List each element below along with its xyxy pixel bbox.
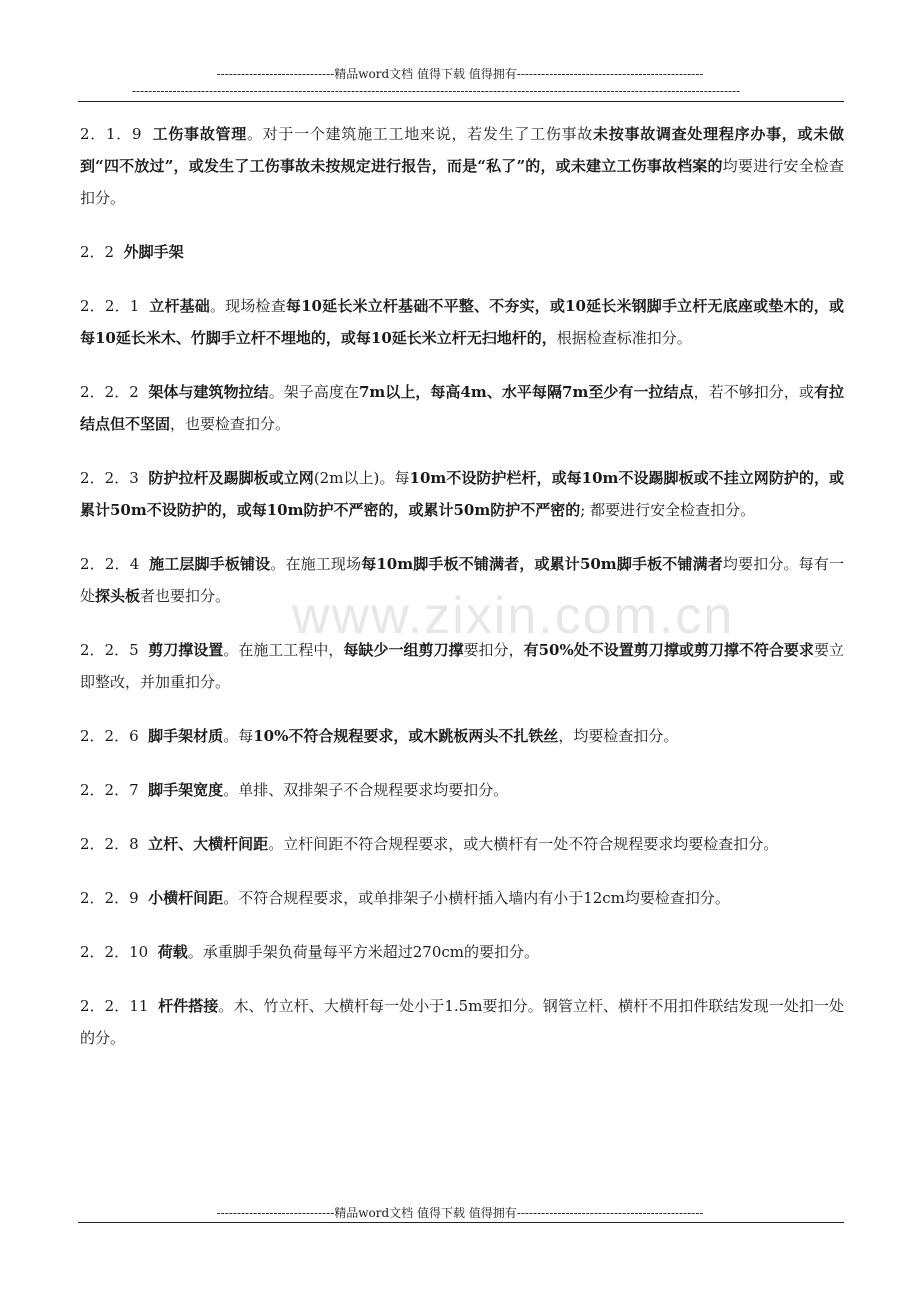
clause-number: 2．2．9 [80, 889, 149, 907]
body-text: ，若不够扣分，或 [693, 383, 814, 401]
clause-number: 2．2．6 [80, 727, 149, 745]
body-text: 要立即整改，并加重扣分。 [80, 641, 844, 691]
body-text: 。单排、双排架子不合规程要求均要扣分。 [223, 781, 509, 799]
body-text: 。在施工工程中， [223, 641, 344, 659]
clause-number: 2．2．4 [80, 555, 150, 573]
bold-text: 工伤事故管理 [152, 125, 247, 143]
body-text: 均要扣分。每有一处 [80, 555, 844, 605]
clause-paragraph [80, 828, 844, 860]
bold-text: 探头板 [95, 587, 141, 605]
clause-number: 2．2．7 [80, 781, 149, 799]
bold-text: 杆件搭接 [158, 997, 219, 1015]
bold-text: 施工层脚手板铺设 [149, 555, 271, 573]
bold-text: 10m不设防护栏杆，或每10m不设踢脚板或不挂立网防护的，或累计50m不设防护的，或每10m防护不严密的，或累计50m防护不严密的 [80, 469, 844, 519]
bold-text: 每10延长米立杆基础不平整、不夯实，或10延长米钢脚手立杆无底座或垫木的，或每10延长米木、竹脚手立杆不埋地的，或每10延长米立杆无扫地杆的， [80, 297, 844, 347]
bold-text: 脚手架材质 [148, 727, 224, 745]
footer-banner: -----------------------------精品word文档 值得下载 值得拥有---------------------------------------------- [216, 1206, 704, 1220]
bold-text: 10%不符合规程要求，或木跳板两头不扎铁丝 [253, 727, 559, 745]
clause-number: 2．2．3 [80, 469, 149, 487]
bold-text: 7m以上，每高4m、水平每隔7m至少有一拉结点 [358, 383, 694, 401]
clause-paragraph [80, 634, 844, 698]
body-text: 者也要扣分。 [140, 587, 231, 605]
bold-text: 脚手架宽度 [148, 781, 224, 799]
clause-paragraph [80, 376, 844, 440]
body-text: ，也要检查扣分。 [170, 415, 291, 433]
clause-number: 2．2 [80, 243, 124, 261]
clause-number: 2．2．1 [80, 297, 150, 315]
header-divider [78, 101, 844, 102]
clause-paragraph [80, 548, 844, 612]
bold-text: 立杆基础 [149, 297, 210, 315]
clause-paragraph [80, 462, 844, 526]
bold-text: 荷载 [157, 943, 188, 961]
body-text: 。在施工现场 [270, 555, 362, 573]
clause-number: 2．1．9 [80, 125, 153, 143]
watermark: www.zixin.com.cn [292, 587, 735, 645]
clause-paragraph [80, 774, 844, 806]
bold-text: 立杆、大横杆间距 [148, 835, 269, 853]
body-text: (2m以上)。每 [313, 469, 410, 487]
header-dash-line: ------------------------------------------------------------------------------------------------------------------------------------------------------ [132, 84, 741, 98]
bold-text: 防护拉杆及踢脚板或立网 [148, 469, 314, 487]
clause-paragraph [80, 290, 844, 354]
body-text: 根据检查标准扣分。 [556, 329, 692, 347]
body-text: 。不符合规程要求，或单排架子小横杆插入墙内有小于12cm均要检查扣分。 [223, 889, 730, 907]
document-body [80, 118, 844, 1076]
footer-divider [78, 1222, 844, 1223]
bold-text: 未按事故调查处理程序办事，或未做到“四不放过”，或发生了工伤事故未按规定进行报告，而是“私了”的，或未建立工伤事故档案的 [80, 125, 844, 175]
bold-text: 架体与建筑物拉结 [148, 383, 269, 401]
body-text: 。木、竹立杆、大横杆每一处小于1.5m要扣分。钢管立杆、横杆不用扣件联结发现一处扣一处的分。 [80, 997, 844, 1047]
body-text: ; 都要进行安全检查扣分。 [580, 501, 756, 519]
clause-number: 2．2．10 [80, 943, 158, 961]
body-text: 要扣分， [463, 641, 524, 659]
bold-text: 剪刀撑设置 [148, 641, 224, 659]
clause-number: 2．2．8 [80, 835, 149, 853]
bold-text: 有50%处不设置剪刀撑或剪刀撑不符合要求 [523, 641, 814, 659]
header-banner: -----------------------------精品word文档 值得下载 值得拥有---------------------------------------------- [216, 67, 704, 81]
clause-paragraph [80, 990, 844, 1054]
clause-number: 2．2．5 [80, 641, 149, 659]
bold-text: 每缺少一组剪刀撑 [343, 641, 464, 659]
clause-paragraph [80, 720, 844, 752]
body-text: 。对于一个建筑施工工地来说，若发生了工伤事故 [246, 125, 594, 143]
bold-text: 每10m脚手板不铺满者，或累计50m脚手板不铺满者 [361, 555, 723, 573]
body-text: 。承重脚手架负荷量每平方米超过270cm的要扣分。 [187, 943, 539, 961]
body-text: 。现场检查 [210, 297, 286, 315]
body-text: 。每 [223, 727, 254, 745]
body-text: ，均要检查扣分。 [558, 727, 679, 745]
clause-paragraph [80, 882, 844, 914]
clause-paragraph [80, 118, 844, 214]
clause-paragraph [80, 236, 844, 268]
bold-text: 有拉结点但不坚固 [80, 383, 844, 433]
body-text: 。架子高度在 [268, 383, 359, 401]
body-text: 。立杆间距不符合规程要求，或大横杆有一处不符合规程要求均要检查扣分。 [268, 835, 779, 853]
bold-text: 小横杆间距 [148, 889, 224, 907]
clause-paragraph [80, 936, 844, 968]
bold-text: 外脚手架 [123, 243, 184, 261]
body-text: 均要进行安全检查扣分。 [80, 157, 844, 207]
clause-number: 2．2．11 [80, 997, 159, 1015]
clause-number: 2．2．2 [80, 383, 149, 401]
